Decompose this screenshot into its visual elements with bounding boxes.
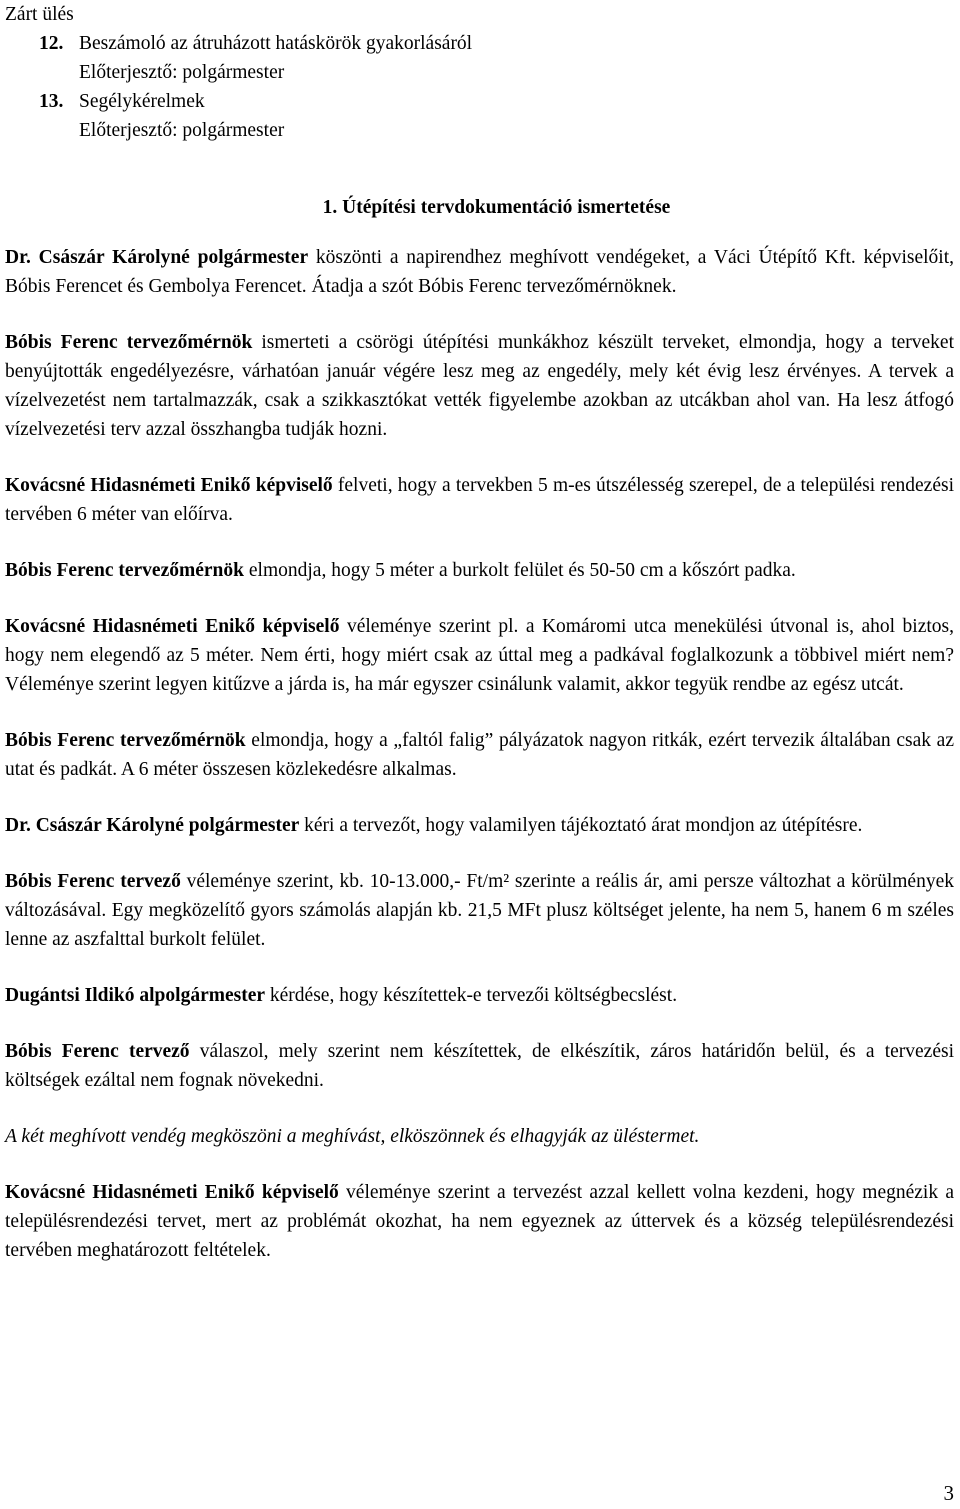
speaker-name: Kovácsné Hidasnémeti Enikő képviselő [5, 616, 340, 637]
agenda-title: Segélykérelmek [79, 91, 205, 112]
agenda-number: 13. [39, 91, 64, 112]
paragraph-text: felveti, hogy a tervekben 5 m-es útszélesség szerepel, de a települési rendezési tervében 6 méter van előírva. [5, 475, 955, 525]
paragraph-text: kérdése, hogy készítettek-e tervezői költségbecslést. [265, 985, 678, 1006]
agenda-number: 12. [39, 33, 64, 54]
paragraph-text: ismerteti a csörögi útépítési munkákhoz készült terveket, elmondja, hogy a terveket benyújtották engedélyezésre, várhatóan január végére lesz meg az engedély, mely két évig lesz érvényes. A tervek a vízelvezetést nem tartalmazzák, csak a szikkasztókat vették figyelembe azokban az utcákban ahol van. Ha lesz átfogó vízelvezetési terv azzal összhangba tudják hozni. [5, 332, 954, 440]
speaker-name: Bóbis Ferenc tervezőmérnök [5, 730, 246, 751]
agenda-presenter: Előterjesztő: polgármester [79, 62, 285, 83]
paragraph [5, 1037, 954, 1095]
paragraph-text: kéri a tervezőt, hogy valamilyen tájékoztató árat mondjon az útépítésre. [299, 815, 863, 836]
speaker-name: Bóbis Ferenc tervezőmérnök [5, 332, 253, 353]
item-title: 1. Útépítési tervdokumentáció ismertetése [322, 197, 671, 218]
document-page [5, 0, 954, 1292]
paragraph [5, 471, 954, 529]
paragraph-text: véleménye szerint, kb. 10-13.000,- Ft/m² szerinte a reális ár, ami persze változhat a körülmények változásával. Egy megközelítő gyors számolás alapján kb. 21,5 MFt plusz költséget jelente, ha nem 5, hanem 6 m széles lenne az aszfalttal burkolt felület. [5, 871, 954, 950]
speaker-name: Dr. Császár Károlyné polgármester [5, 247, 309, 268]
speaker-name: Kovácsné Hidasnémeti Enikő képviselő [5, 475, 333, 496]
paragraph [5, 981, 954, 1010]
agenda-item-13 [5, 87, 954, 116]
paragraph-text: véleménye szerint a tervezést azzal kellett volna kezdeni, hogy megnézik a településrendezési tervet, mert az problémát okozhat, ha nem egyeznek az úttervek és a község településrendezési tervében meghatározott feltételek. [5, 1182, 955, 1261]
speaker-name: Dugántsi Ildikó alpolgármester [5, 985, 266, 1006]
agenda-presenter: Előterjesztő: polgármester [79, 120, 285, 141]
speaker-name: Kovácsné Hidasnémeti Enikő képviselő [5, 1182, 339, 1203]
speaker-name: Dr. Császár Károlyné polgármester [5, 815, 300, 836]
speaker-name: Bóbis Ferenc tervező [5, 1041, 190, 1062]
agenda-item-12 [5, 29, 954, 58]
paragraph [5, 328, 954, 444]
paragraph-text: válaszol, mely szerint nem készítettek, de elkészítik, záros határidőn belül, és a tervezési költségek ezáltal nem fognak növekedni. [5, 1041, 954, 1091]
session-label: Zárt ülés [5, 4, 74, 25]
paragraph [5, 726, 954, 784]
speaker-name: Bóbis Ferenc tervezőmérnök [5, 560, 244, 581]
paragraph [5, 556, 954, 585]
italic-note: A két meghívott vendég megköszöni a meghívást, elköszönnek és elhagyják az üléstermet. [5, 1126, 700, 1147]
paragraph [5, 867, 954, 954]
paragraph [5, 612, 954, 699]
paragraph [5, 1178, 954, 1265]
paragraph-text: elmondja, hogy a „faltól falig” pályázatok nagyon ritkák, ezért tervezik általában csak az utat és padkát. A 6 méter összesen közlekedésre alkalmas. [5, 730, 954, 780]
paragraph [5, 811, 954, 840]
paragraph [5, 243, 954, 301]
speaker-name: Bóbis Ferenc tervező [5, 871, 181, 892]
agenda-title: Beszámoló az átruházott hatáskörök gyakorlásáról [79, 33, 473, 54]
page-number: 3 [943, 1481, 954, 1505]
paragraph-text: köszönti a napirendhez meghívott vendégeket, a Váci Útépítő Kft. képviselőit, Bóbis Ferencet és Gembolya Ferencet. Átadja a szót Bóbis Ferenc tervezőmérnöknek. [5, 247, 955, 297]
paragraph-text: elmondja, hogy 5 méter a burkolt felület és 50-50 cm a kőszórt padka. [244, 560, 796, 581]
paragraph-text: véleménye szerint pl. a Komáromi utca menekülési útvonal is, ahol biztos, hogy nem elegendő az 5 méter. Nem érti, hogy miért csak az úttal meg a padkával foglalkozunk a többivel miért nem? Véleménye szerint legyen kitűzve a járda is, ha már egyszer csinálunk valamit, akkor tegyük rendbe az egész utcát. [5, 616, 954, 695]
